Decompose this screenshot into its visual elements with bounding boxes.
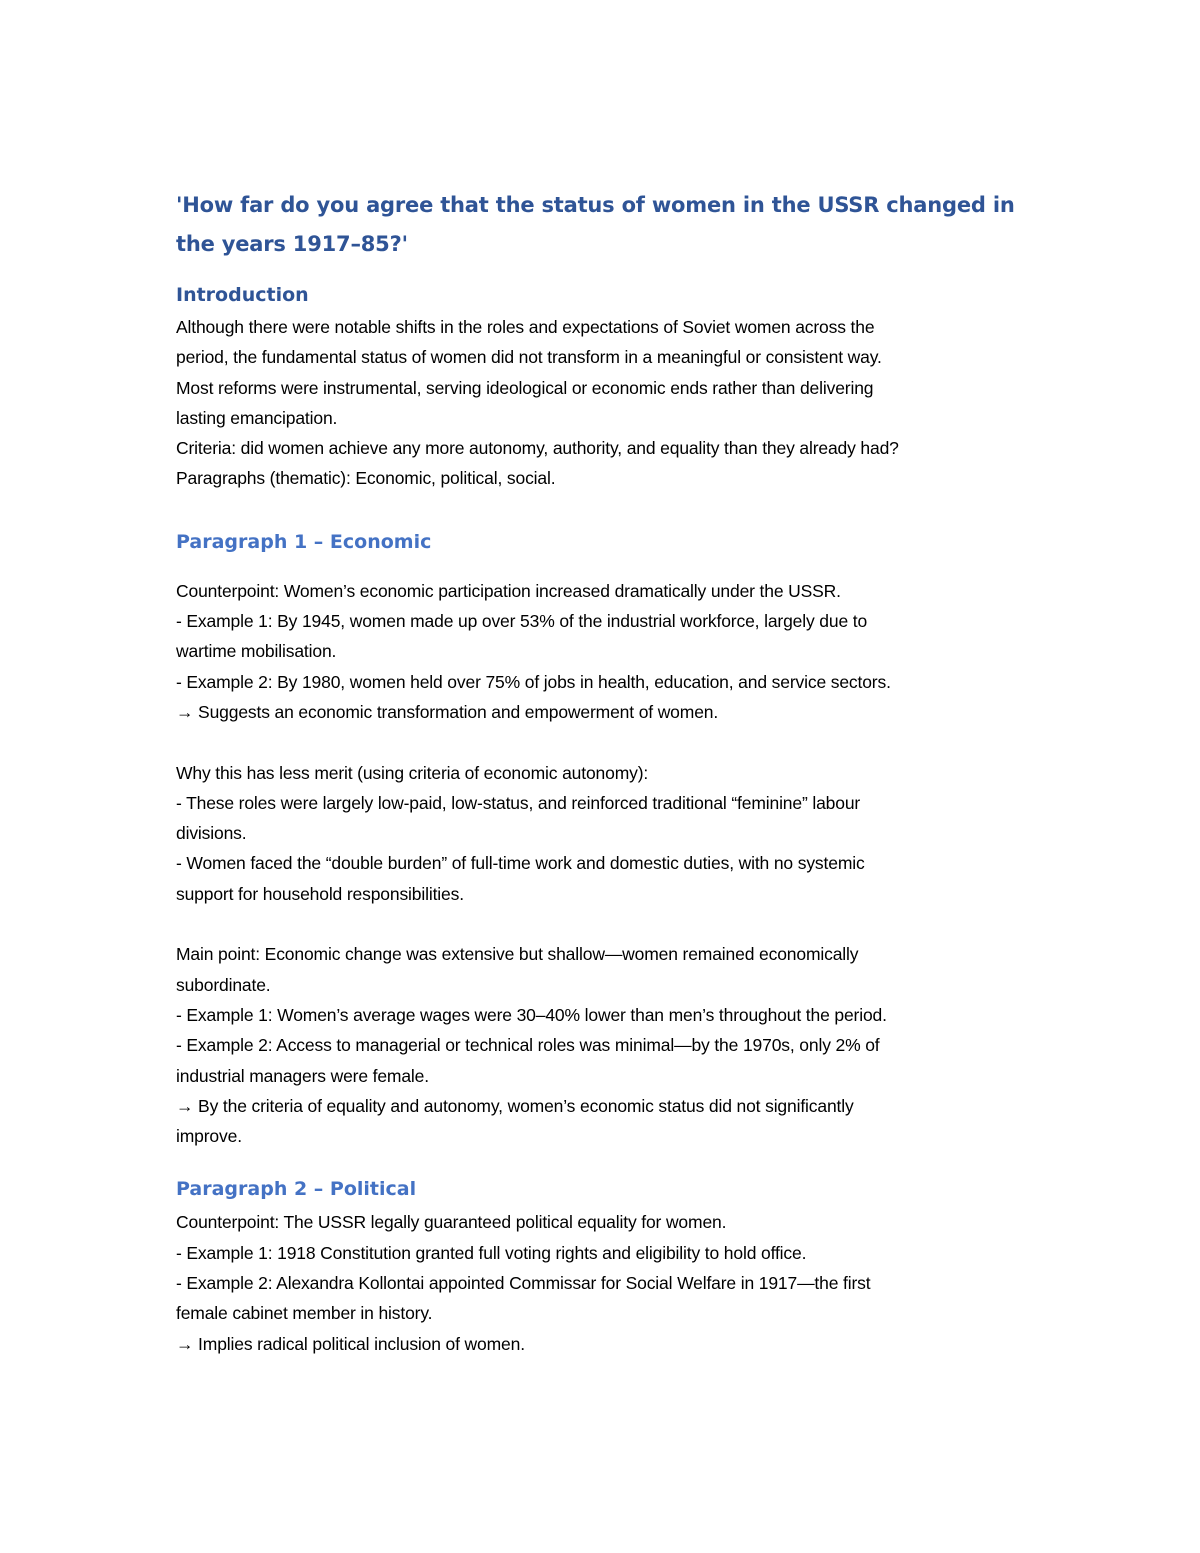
text-line: divisions.	[176, 823, 247, 844]
text-line: Paragraphs (thematic): Economic, political, social.	[176, 468, 556, 489]
text-line: Counterpoint: Women’s economic participation increased dramatically under the USSR.	[176, 580, 841, 601]
text-line: industrial managers were female.	[176, 1065, 429, 1086]
text-line: - Example 1: Women’s average wages were 30–40% lower than men’s throughout the period.	[176, 1004, 887, 1025]
text-line: Main point: Economic change was extensive but shallow—women remained economically	[176, 944, 859, 965]
paragraph1-less-merit	[176, 758, 1056, 909]
text-line: lasting emancipation.	[176, 407, 338, 428]
text-line: - Example 1: By 1945, women made up over 53% of the industrial workforce, largely due to	[176, 611, 868, 632]
text-line: subordinate.	[176, 974, 271, 995]
paragraph2-heading: Paragraph 2 – Political	[176, 1178, 417, 1201]
text-line: Most reforms were instrumental, serving ideological or economic ends rather than delivering	[176, 377, 874, 398]
text-line: - These roles were largely low-paid, low-status, and reinforced traditional “feminine” labour	[176, 792, 861, 813]
text-line: improve.	[176, 1126, 242, 1147]
text-line: period, the fundamental status of women did not transform in a meaningful or consistent way.	[176, 347, 882, 368]
document-page	[176, 186, 1056, 1359]
text-line: Why this has less merit (using criteria of economic autonomy):	[176, 762, 649, 783]
text-line: female cabinet member in history.	[176, 1303, 433, 1324]
text-line: → Suggests an economic transformation and empowerment of women.	[176, 701, 719, 722]
essay-title-line: 'How far do you agree that the status of women in the USSR changed in	[176, 193, 1015, 217]
introduction-body	[176, 312, 1056, 494]
essay-title-line: the years 1917–85?'	[176, 232, 408, 256]
paragraph1-counterpoint	[176, 576, 1056, 727]
text-line: - Example 1: 1918 Constitution granted full voting rights and eligibility to hold office.	[176, 1242, 807, 1263]
introduction-heading: Introduction	[176, 284, 309, 306]
text-line: support for household responsibilities.	[176, 883, 464, 904]
text-line: Although there were notable shifts in the roles and expectations of Soviet women across the	[176, 317, 875, 337]
paragraph1-main-point	[176, 939, 1056, 1151]
text-line: - Women faced the “double burden” of full-time work and domestic duties, with no systemic	[176, 853, 865, 874]
text-line: - Example 2: Alexandra Kollontai appointed Commissar for Social Welfare in 1917—the first	[176, 1273, 871, 1294]
text-line: - Example 2: By 1980, women held over 75% of jobs in health, education, and service sectors.	[176, 671, 891, 692]
text-line: Criteria: did women achieve any more autonomy, authority, and equality than they already had?	[176, 438, 899, 459]
text-line: Counterpoint: The USSR legally guaranteed political equality for women.	[176, 1212, 727, 1233]
essay-title	[176, 186, 1056, 264]
paragraph2-body	[176, 1207, 1056, 1358]
text-line: - Example 2: Access to managerial or technical roles was minimal—by the 1970s, only 2% of	[176, 1035, 880, 1056]
text-line: → By the criteria of equality and autonomy, women’s economic status did not significantly	[176, 1095, 854, 1116]
paragraph1-heading: Paragraph 1 – Economic	[176, 530, 432, 553]
text-line: → Implies radical political inclusion of women.	[176, 1333, 525, 1354]
text-line: wartime mobilisation.	[176, 641, 337, 662]
